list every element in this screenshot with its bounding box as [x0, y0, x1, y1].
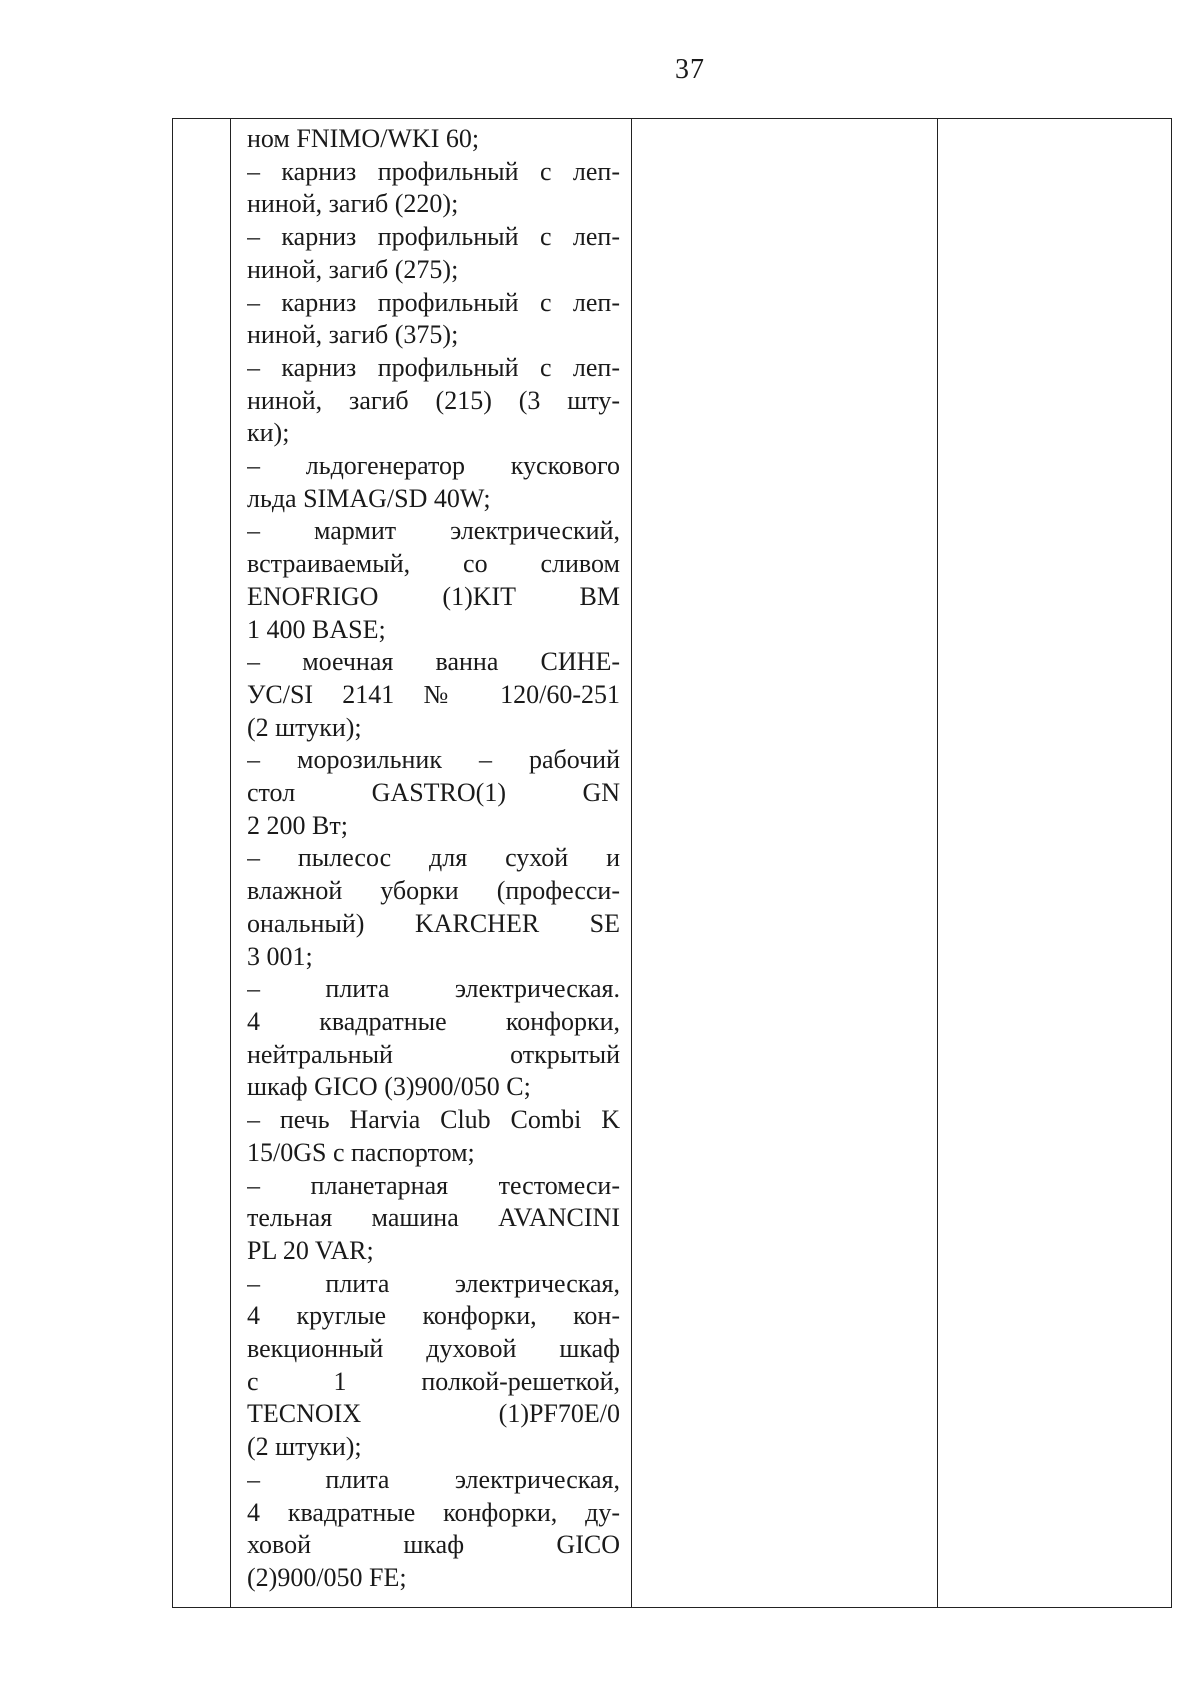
table-row [173, 119, 1172, 1608]
empty-cell-3 [632, 119, 938, 1608]
list-item: (2)900/050 FE; [247, 1562, 407, 1592]
list-item: ки); [247, 418, 290, 448]
list-item: ном FNIMO/WKI 60; [247, 124, 480, 153]
page-number: 37 [675, 54, 705, 85]
list-item: PL 20 VAR; [247, 1235, 374, 1265]
list-item: – плита электрическая, [247, 1464, 620, 1494]
list-item: – карниз профильный с леп- [247, 222, 620, 252]
list-item: – моечная ванна СИНЕ- [247, 647, 620, 677]
list-item: ENOFRIGO (1)KIT BM [247, 581, 620, 611]
list-item: – мармит электрический, [247, 516, 620, 546]
list-item: 2 200 Вт; [247, 810, 348, 840]
list-item: – планетарная тестомеси- [247, 1170, 620, 1200]
list-item: – карниз профильный с леп- [247, 156, 620, 186]
list-item: ниной, загиб (220); [247, 189, 459, 219]
list-item: ниной, загиб (215) (3 шту- [247, 385, 620, 415]
list-item: шкаф GICO (3)900/050 C; [247, 1072, 531, 1102]
equipment-list-cell [231, 119, 632, 1608]
list-item: тельная машина AVANCINI [247, 1203, 620, 1233]
list-item: – печь Harvia Club Combi K [247, 1105, 620, 1135]
list-item: 4 квадратные конфорки, [247, 1006, 620, 1036]
list-item: встраиваемый, со сливом [247, 549, 620, 579]
list-item: TECNOIX (1)PF70E/0 [247, 1399, 620, 1429]
equipment-table [172, 118, 1172, 1608]
list-item: 3 001; [247, 941, 313, 971]
list-item: – плита электрическая, [247, 1268, 620, 1298]
list-item: 4 круглые конфорки, кон- [247, 1301, 620, 1331]
list-item: нейтральный открытый [247, 1039, 620, 1069]
list-item: – морозильник – рабочий [247, 745, 620, 775]
list-item: – пылесос для сухой и [247, 843, 620, 873]
list-item: льда SIMAG/SD 40W; [247, 483, 491, 513]
list-item: (2 штуки); [247, 1432, 362, 1462]
list-item: – плита электрическая. [247, 974, 620, 1004]
list-item: ниной, загиб (275); [247, 254, 459, 284]
list-item: – карниз профильный с леп- [247, 352, 620, 382]
list-item: (2 штуки); [247, 712, 362, 742]
list-item: влажной уборки (професси- [247, 876, 620, 906]
list-item: УС/SI 2141 № 120/60-251 [247, 679, 620, 709]
list-item: ниной, загиб (375); [247, 320, 459, 350]
list-item: 4 квадратные конфорки, ду- [247, 1497, 620, 1527]
list-item: ховой шкаф GICO [247, 1530, 620, 1560]
number-cell [173, 119, 231, 1608]
list-item: 1 400 BASE; [247, 614, 386, 644]
list-item: векционный духовой шкаф [247, 1334, 620, 1364]
list-item: – льдогенератор кускового [247, 451, 620, 481]
equipment-list [247, 123, 620, 1595]
list-item: ональный) KARCHER SE [247, 908, 620, 938]
list-item: 15/0GS с паспортом; [247, 1137, 475, 1167]
list-item: с 1 полкой-решеткой, [247, 1366, 620, 1396]
list-item: – карниз профильный с леп- [247, 287, 620, 317]
empty-cell-4 [938, 119, 1172, 1608]
list-item: стол GASTRO(1) GN [247, 778, 620, 808]
